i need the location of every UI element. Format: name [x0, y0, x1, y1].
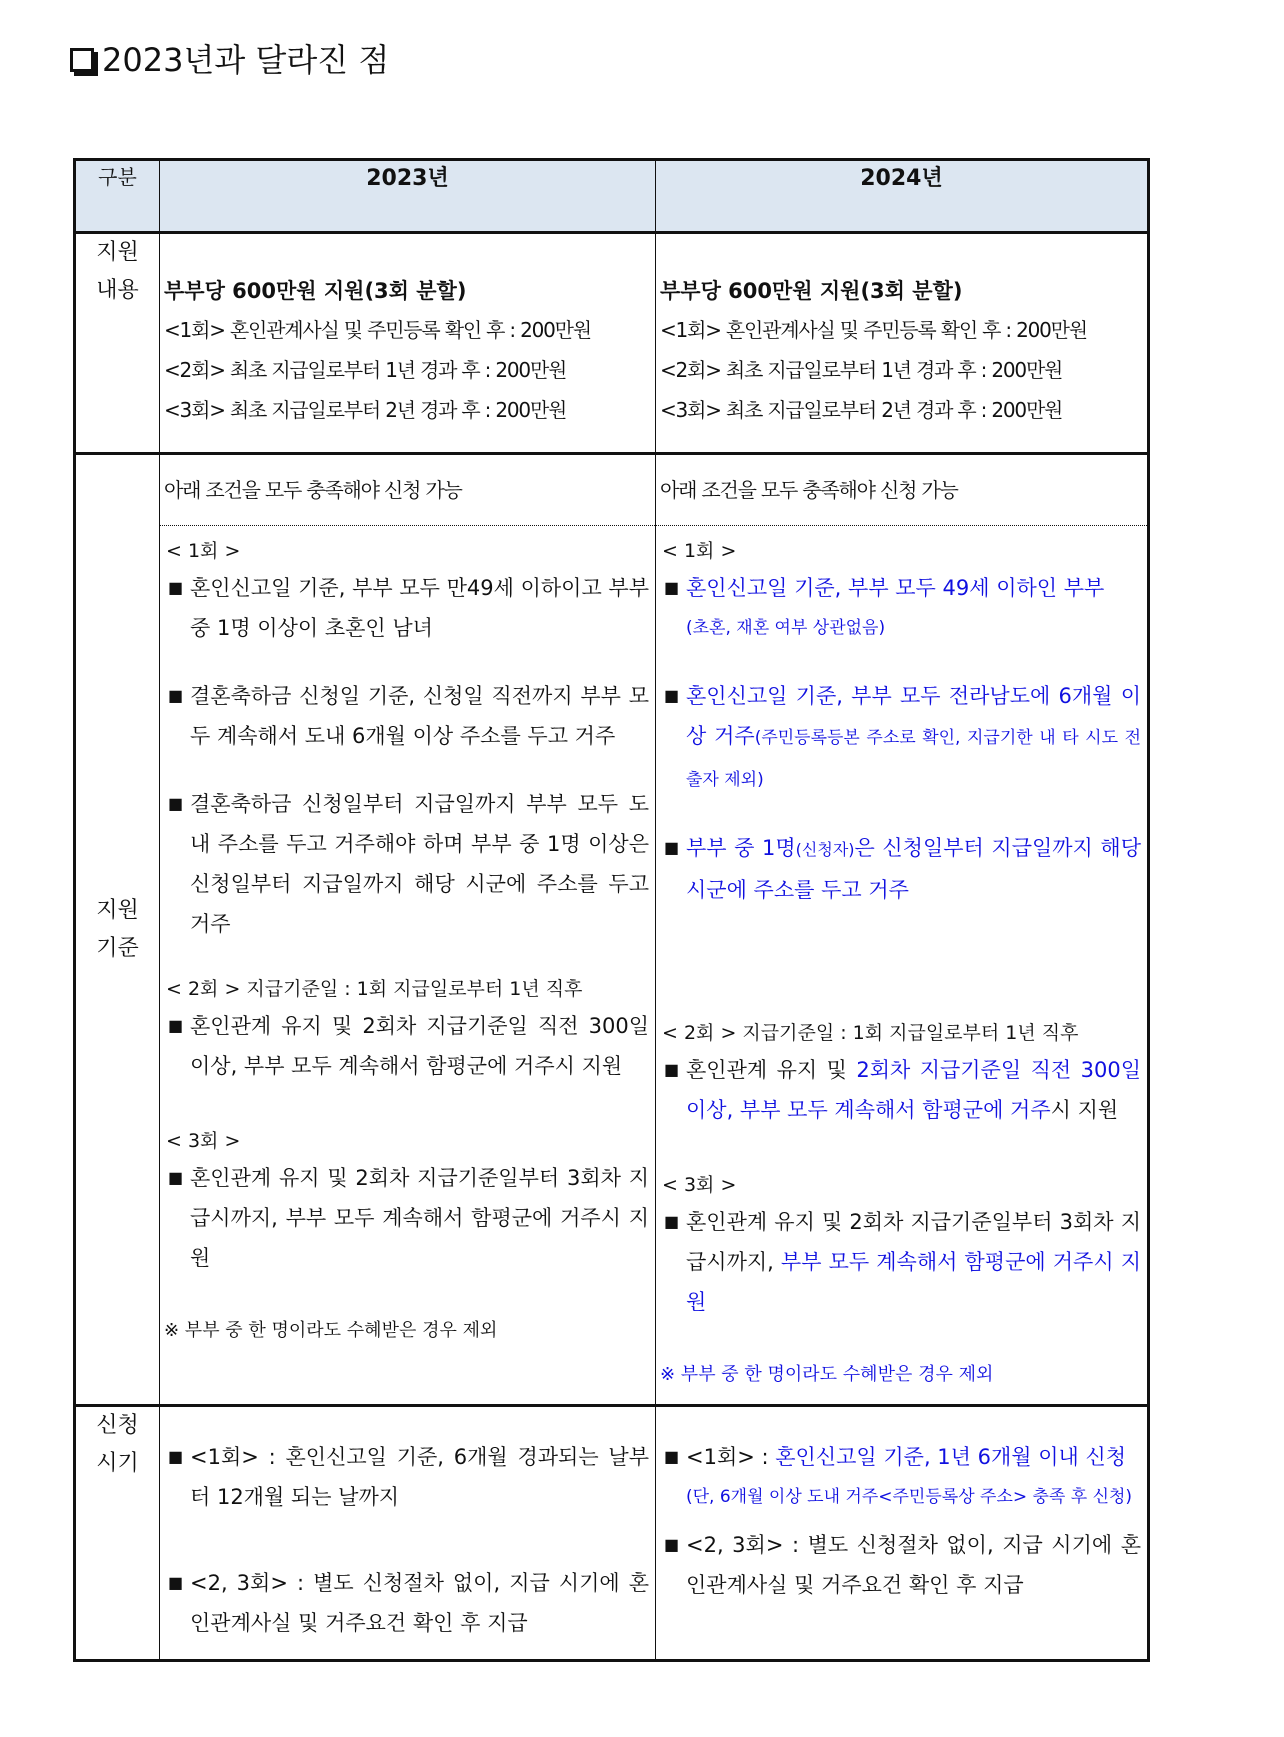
content-title: 부부당 600만원 지원(3회 분할) [164, 279, 467, 303]
header-category: 구분 [75, 160, 160, 233]
header-2024: 2024년 [656, 160, 1149, 233]
label-application-timing: 신청 시기 [75, 1406, 160, 1661]
round3-label: < 3회 > [662, 1174, 737, 1196]
header-2023: 2023년 [160, 160, 656, 233]
content-line: <1회> 혼인관계사실 및 주민등록 확인 후 : 200만원 [164, 318, 591, 342]
content-2024 [656, 233, 1149, 454]
round2-label: < 2회 > 지급기준일 : 1회 지급일로부터 1년 직후 [166, 978, 583, 1000]
content-title: 부부당 600만원 지원(3회 분할) [660, 279, 963, 303]
timing-bullet: ■ <2, 3회> : 별도 신청절차 없이, 지급 시기에 혼인관계사실 및 거주요건 확인 후 지급 [160, 1563, 655, 1643]
criteria-row [75, 526, 1149, 1406]
application-timing-row [75, 1406, 1149, 1661]
content-line: <1회> 혼인관계사실 및 주민등록 확인 후 : 200만원 [660, 318, 1087, 342]
timing-bullet: ■ <1회> : 혼인신고일 기준, 6개월 경과되는 날부터 12개월 되는 날까지 [160, 1437, 655, 1517]
criteria-intro-2023: 아래 조건을 모두 충족해야 신청 가능 [160, 454, 656, 526]
page-heading [70, 38, 389, 82]
criteria-intro-row [75, 454, 1149, 526]
timing-bullet: ■ <1회> : 혼인신고일 기준, 1년 6개월 이내 신청 (단, 6개월 이상 도내 거주<주민등록상 주소> 충족 후 신청) [656, 1437, 1147, 1517]
timing-bullet: ■ <2, 3회> : 별도 신청절차 없이, 지급 시기에 혼인관계사실 및 거주요건 확인 후 지급 [656, 1525, 1147, 1605]
timing-2024 [656, 1406, 1149, 1661]
criteria-bullet: ■ 혼인신고일 기준, 부부 모두 49세 이하인 부부 (초혼, 재혼 여부 상관없음) [656, 568, 1147, 648]
round3-label: < 3회 > [166, 1130, 241, 1152]
checkbox-icon [70, 48, 94, 72]
criteria-bullet: ■ 결혼축하금 신청일부터 지급일까지 부부 모두 도내 주소를 두고 거주해야 하며 부부 중 1명 이상은 신청일부터 지급일까지 해당 시군에 주소를 두고 거주 [160, 784, 655, 944]
criteria-bullet: ■ 혼인관계 유지 및 2회차 지급기준일부터 3회차 지급시까지, 부부 모두 계속해서 함평군에 거주시 지원 [160, 1158, 655, 1278]
criteria-bullet: ■ 혼인신고일 기준, 부부 모두 만49세 이하이고 부부 중 1명 이상이 초혼인 남녀 [160, 568, 655, 648]
label-support-content: 지원 내용 [75, 233, 160, 454]
criteria-bullet: ■ 결혼축하금 신청일 기준, 신청일 직전까지 부부 모두 계속해서 도내 6개월 이상 주소를 두고 거주 [160, 676, 655, 756]
timing-2023 [160, 1406, 656, 1661]
criteria-bullet: ■ 혼인관계 유지 및 2회차 지급기준일부터 3회차 지급시까지, 부부 모두 계속해서 함평군에 거주시 지원 [656, 1202, 1147, 1322]
content-line: <3회> 최초 지급일로부터 2년 경과 후 : 200만원 [164, 398, 567, 422]
criteria-intro-2024: 아래 조건을 모두 충족해야 신청 가능 [656, 454, 1149, 526]
exclusion-note: ※ 부부 중 한 명이라도 수혜받은 경우 제외 [164, 1320, 498, 1341]
criteria-bullet: ■ 혼인관계 유지 및 2회차 지급기준일 직전 300일 이상, 부부 모두 계속해서 함평군에 거주시 지원 [656, 1050, 1147, 1130]
comparison-table [73, 158, 1150, 1662]
exclusion-note: ※ 부부 중 한 명이라도 수혜받은 경우 제외 [660, 1364, 994, 1385]
support-content-row [75, 233, 1149, 454]
label-support-criteria: 지원 기준 [75, 454, 160, 1406]
content-line: <2회> 최초 지급일로부터 1년 경과 후 : 200만원 [660, 358, 1063, 382]
round1-label: < 1회 > [166, 540, 241, 562]
page-heading-text: 2023년과 달라진 점 [102, 41, 390, 79]
round2-label: < 2회 > 지급기준일 : 1회 지급일로부터 1년 직후 [662, 1022, 1079, 1044]
criteria-bullet: ■ 부부 중 1명(신청자)은 신청일부터 지급일까지 해당 시군에 주소를 두고 거주 [656, 828, 1147, 910]
header-row [75, 160, 1149, 233]
criteria-bullet: ■ 혼인신고일 기준, 부부 모두 전라남도에 6개월 이상 거주(주민등록등본 주소로 확인, 지급기한 내 타 시도 전출자 제외) [656, 676, 1147, 800]
criteria-2023 [160, 526, 656, 1406]
round1-label: < 1회 > [662, 540, 737, 562]
criteria-bullet: ■ 혼인관계 유지 및 2회차 지급기준일 직전 300일 이상, 부부 모두 계속해서 함평군에 거주시 지원 [160, 1006, 655, 1086]
criteria-2024 [656, 526, 1149, 1406]
content-line: <2회> 최초 지급일로부터 1년 경과 후 : 200만원 [164, 358, 567, 382]
content-line: <3회> 최초 지급일로부터 2년 경과 후 : 200만원 [660, 398, 1063, 422]
content-2023 [160, 233, 656, 454]
